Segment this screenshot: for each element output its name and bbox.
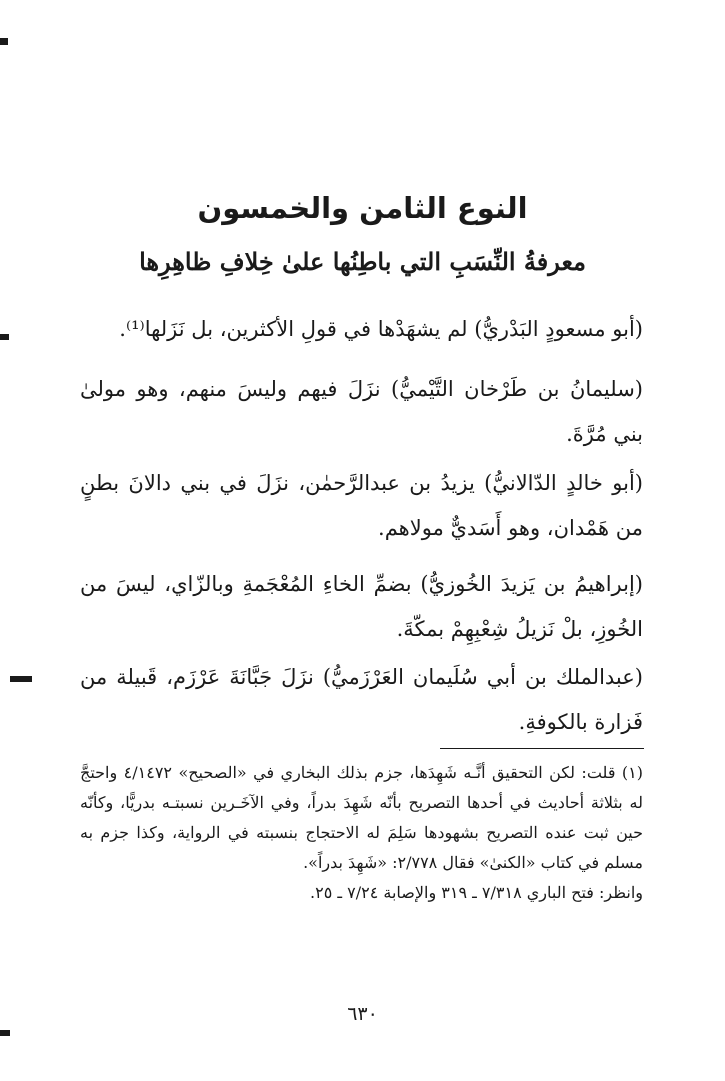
entry-ibrahim-al-khuzi: (إبراهيمُ بن يَزيدَ الخُوزيُّ) بضمِّ الخاءِ المُعْجَمةِ وبالزّاي، ليسَ من الخُوزِ، بلْ نَزيلُ شِعْبِهِمْ بمكّةَ.: [80, 572, 643, 641]
footnote-see-also: وانظر: فتح الباري ٧/٣١٨ ـ ٣١٩ والإصابة ٧/٢٤ ـ ٢٥.: [310, 883, 643, 902]
edge-mark-middle: [0, 334, 9, 340]
edge-arrow-mark: [10, 676, 32, 682]
footnote-text: (١) قلت: لكن التحقيق أنَّـه شَهِدَها، جزم بذلك البخاري في «الصحيح» ٤/١٤٧٢ واحتجَّ له بثلاثة أحاديث في أحدها التصريح بأنّه شَهِدَ بدراً، وفي الآخَـرين نسبتـه بدريًّا، وكأنّه حين ثبت عنده التصريح بشهودها سَلِمَ له الاحتجاج بنسبته في الرواية، وكذا جزم به مسلم في كتاب «الكنىٰ» فقال ٢/٧٧٨: «شَهِدَ بدراً».: [80, 763, 643, 872]
page-number: ٦٣٠: [347, 1003, 378, 1025]
chapter-subtitle: معرفةُ النِّسَبِ التي باطِنُها علىٰ خِلافِ ظاهِرِها: [139, 247, 586, 276]
footnote-divider: [440, 748, 644, 749]
entry-abdulmalik-al-arzami: (عبدالملك بن أبي سُلَيمان العَرْزَميُّ) نزَلَ جَبَّانَةَ عَرْزَم، قَبيلة من فَزارة بالكوفةِ.: [80, 665, 643, 734]
chapter-title: النوع الثامن والخمسون: [197, 191, 528, 225]
footnote: [80, 758, 643, 908]
edge-mark-bottom: [0, 1030, 10, 1036]
entry-abu-khalid-al-dalani: (أبو خالدٍ الدّالانيُّ) يزيدُ بن عبدالرَّحمٰن، نزَلَ في بني دالانَ بطنٍ من هَمْدان، وهو أَسَديٌّ مولاهم.: [80, 471, 643, 540]
entry-abu-masud-al-badri: (أبو مسعودٍ البَدْريُّ) لم يشهَدْها في قولِ الأكثرين، بل نَزَلها⁽¹⁾.: [119, 317, 643, 341]
entry-sulayman-al-taymi: (سليمانُ بن طَرْخان التَّيْميُّ) نزَلَ فيهم وليسَ منهم، وهو مولىٰ بني مُرَّةَ.: [80, 377, 643, 446]
edge-mark-top: [0, 38, 8, 45]
